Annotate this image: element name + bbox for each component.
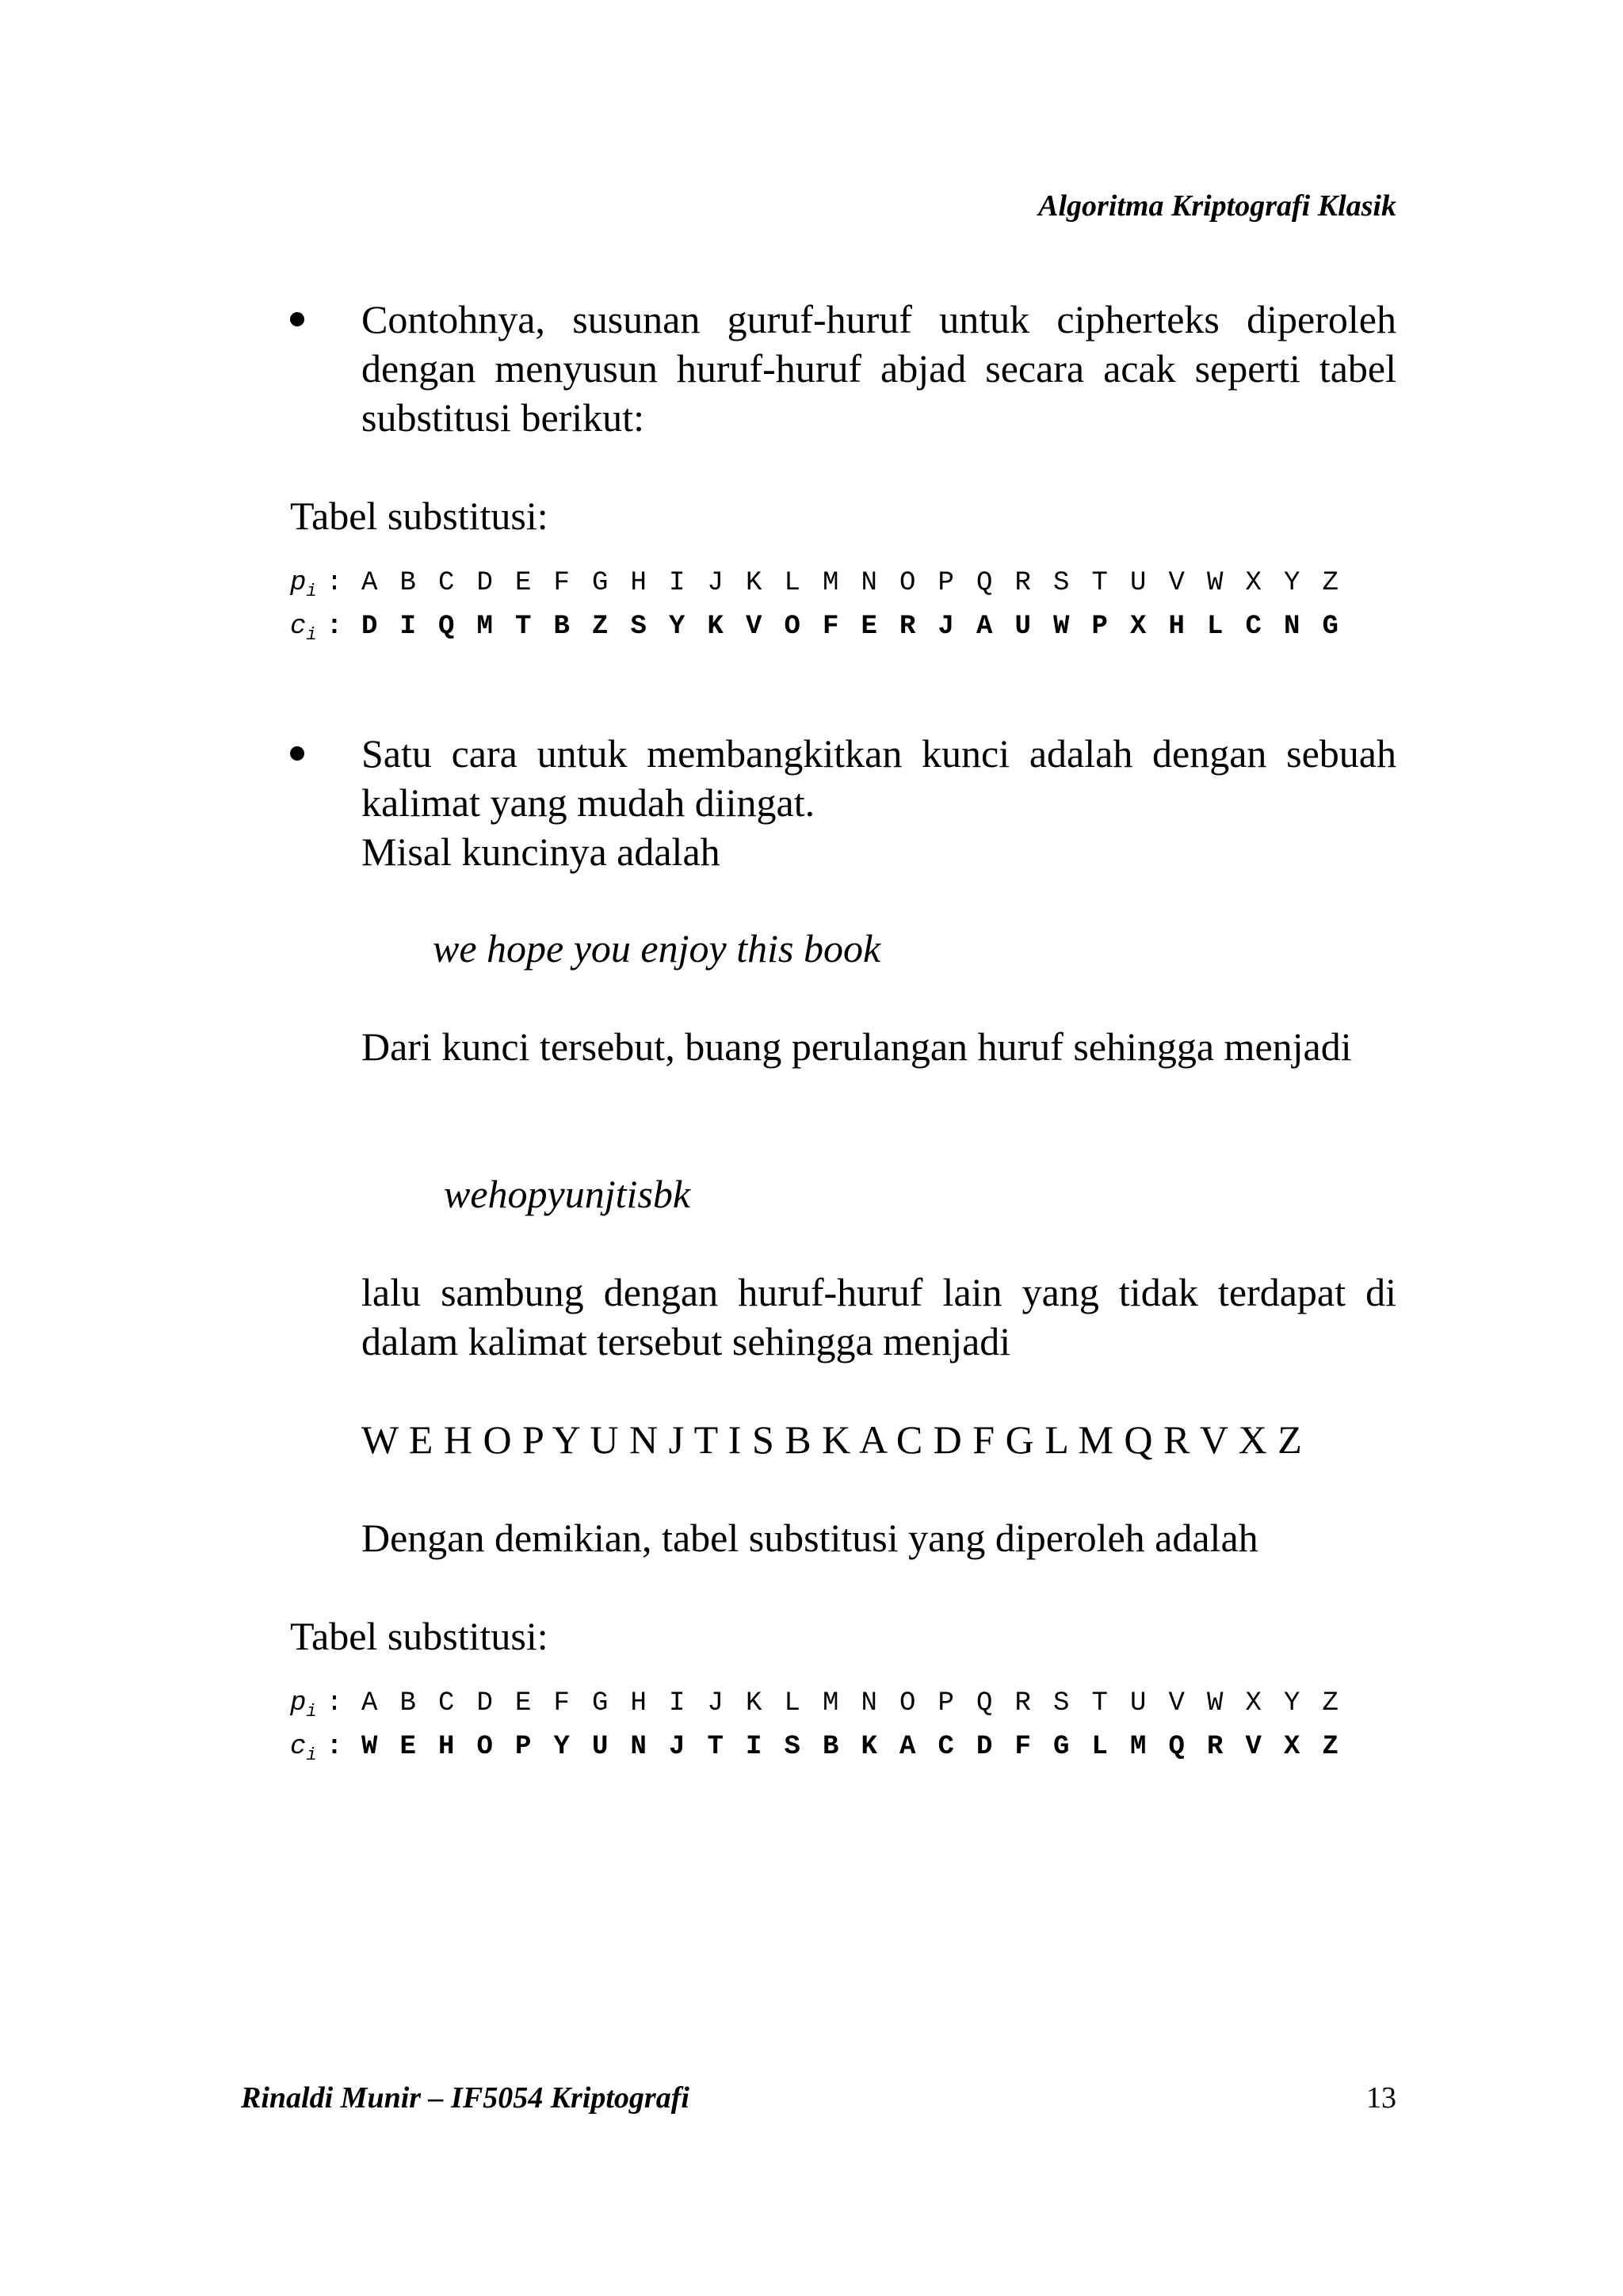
table-cell: U [592,1731,609,1762]
table-1-cipher-row [290,609,1350,653]
table-2-caption: Tabel substitusi: [290,1614,548,1658]
table-cell: H [438,1731,455,1762]
plain-label: $p_i$ [290,568,317,601]
table-cell: G [1322,611,1338,642]
plain-letters [350,566,1350,601]
plain-label: $p_i$ [290,1688,317,1722]
table-cell: N [861,568,877,598]
full-key: W E H O P Y U N J T I S B K A C D F G L M Q R V X Z [361,1417,1303,1462]
reduced-key: wehopyunjtisbk [444,1172,691,1216]
plain-letters [350,1686,1350,1721]
table-cell: M [823,568,839,598]
table-cell: Q [976,1688,993,1718]
table-cell: N [1284,611,1300,642]
table-cell: C [438,1688,455,1718]
table-cell: F [553,1688,570,1718]
table-cell: B [553,611,570,642]
table-cell: Z [1322,568,1338,598]
table-cell: P [1091,611,1108,642]
table-cell: L [784,1688,800,1718]
table-cell: H [630,568,647,598]
cipher-letters [350,1730,1350,1764]
table-cell: R [1014,1688,1031,1718]
table-cell: A [361,1688,378,1718]
table-cell: A [976,611,993,642]
running-header: Algoritma Kriptografi Klasik [1038,189,1396,223]
table-cell: F [823,611,839,642]
table-cell: A [361,568,378,598]
row-colon: : [326,611,343,642]
table-cell: T [1091,568,1108,598]
table-cell: X [1245,568,1262,598]
table-cell: F [1014,1731,1031,1762]
table-cell: C [938,1731,954,1762]
table-cell: G [592,1688,609,1718]
table-cell: O [784,611,800,642]
key-phrase: we hope you enjoy this book [433,926,881,971]
table-cell: R [1207,1731,1224,1762]
table-cell: X [1130,611,1147,642]
paragraph-append-letters: lalu sambung dengan huruf-huruf lain yang tidak terdapat di dalam kalimat tersebut sehingga menjadi [361,1270,1396,1363]
table-cell: L [784,568,800,598]
cipher-label: $c_i$ [290,611,317,645]
table-cell: O [899,1688,916,1718]
table-cell: M [823,1688,839,1718]
footer-author-course: Rinaldi Munir – IF5054 Kriptografi [241,2081,689,2115]
cipher-letters [350,609,1350,644]
table-cell: K [861,1731,877,1762]
table-cell: V [1168,1688,1185,1718]
table-cell: R [1014,568,1031,598]
table-cell: D [361,611,378,642]
table-cell: G [592,568,609,598]
table-cell: R [899,611,916,642]
table-cell: H [630,1688,647,1718]
bullet-item-1 [290,295,1396,442]
table-cell: Y [1284,568,1300,598]
row-colon: : [326,1731,343,1762]
table-cell: Q [976,568,993,598]
table-cell: X [1284,1731,1300,1762]
table-cell: L [1207,611,1224,642]
table-cell: J [938,611,954,642]
table-cell: S [1053,568,1070,598]
bullet-2-text: Satu cara untuk membangkitkan kunci adalah dengan sebuah kalimat yang mudah diingat. [361,731,1396,825]
paragraph-result: Dengan demikian, tabel substitusi yang diperoleh adalah [361,1516,1258,1560]
table-cell: O [476,1731,493,1762]
table-cell: W [1207,568,1224,598]
table-cell: Z [592,611,609,642]
table-2-plain-row [290,1686,1350,1730]
row-colon: : [326,568,343,598]
table-cell: H [1168,611,1185,642]
table-cell: K [746,568,762,598]
table-cell: V [1168,568,1185,598]
substitution-table-1 [290,566,1350,653]
bullet-item-2 [290,729,1396,827]
bullet-2-line-2: Misal kuncinya adalah [361,830,720,874]
row-colon: : [326,1688,343,1718]
table-cell: Y [1284,1688,1300,1718]
table-cell: I [669,1688,685,1718]
table-cell: B [399,1688,416,1718]
table-cell: U [1130,568,1147,598]
table-cell: C [438,568,455,598]
table-cell: B [823,1731,839,1762]
substitution-table-2 [290,1686,1350,1773]
table-cell: B [399,568,416,598]
bullet-1-text: Contohnya, susunan guruf-huruf untuk cipherteks diperoleh dengan menyusun huruf-huruf abjad secara acak seperti tabel substitusi berikut: [361,297,1396,440]
cipher-label: $c_i$ [290,1731,317,1765]
table-cell: W [361,1731,378,1762]
table-cell: M [1130,1731,1147,1762]
table-cell: I [746,1731,762,1762]
table-cell: E [399,1731,416,1762]
table-cell: O [899,568,916,598]
table-cell: J [669,1731,685,1762]
bullet-dot-icon [290,746,304,761]
table-cell: Z [1322,1688,1338,1718]
table-cell: E [515,1688,532,1718]
table-cell: E [861,611,877,642]
table-cell: C [1245,611,1262,642]
table-cell: G [1053,1731,1070,1762]
table-cell: F [553,568,570,598]
table-cell: Q [438,611,455,642]
table-cell: E [515,568,532,598]
table-1-plain-row [290,566,1350,609]
table-cell: T [707,1731,724,1762]
table-cell: Z [1322,1731,1338,1762]
table-1-caption: Tabel substitusi: [290,494,548,538]
table-cell: L [1091,1731,1108,1762]
table-cell: S [784,1731,800,1762]
table-cell: J [707,568,724,598]
table-cell: P [938,1688,954,1718]
table-cell: M [476,611,493,642]
table-cell: A [899,1731,916,1762]
table-cell: I [399,611,416,642]
table-cell: N [630,1731,647,1762]
table-cell: K [707,611,724,642]
table-cell: U [1130,1688,1147,1718]
table-cell: S [630,611,647,642]
table-cell: W [1053,611,1070,642]
table-cell: Y [553,1731,570,1762]
table-cell: V [1245,1731,1262,1762]
table-cell: K [746,1688,762,1718]
table-cell: W [1207,1688,1224,1718]
table-cell: V [746,611,762,642]
table-cell: Y [669,611,685,642]
table-cell: P [938,568,954,598]
table-cell: U [1014,611,1031,642]
table-cell: P [515,1731,532,1762]
table-cell: I [669,568,685,598]
page-number: 13 [1366,2081,1396,2115]
table-cell: T [515,611,532,642]
paragraph-remove-duplicates: Dari kunci tersebut, buang perulangan huruf sehingga menjadi [361,1024,1352,1069]
bullet-dot-icon [290,312,304,326]
table-cell: N [861,1688,877,1718]
table-cell: D [476,1688,493,1718]
table-cell: S [1053,1688,1070,1718]
table-cell: Q [1168,1731,1185,1762]
table-cell: T [1091,1688,1108,1718]
table-cell: X [1245,1688,1262,1718]
table-cell: D [976,1731,993,1762]
table-cell: J [707,1688,724,1718]
table-2-cipher-row [290,1730,1350,1773]
table-cell: D [476,568,493,598]
